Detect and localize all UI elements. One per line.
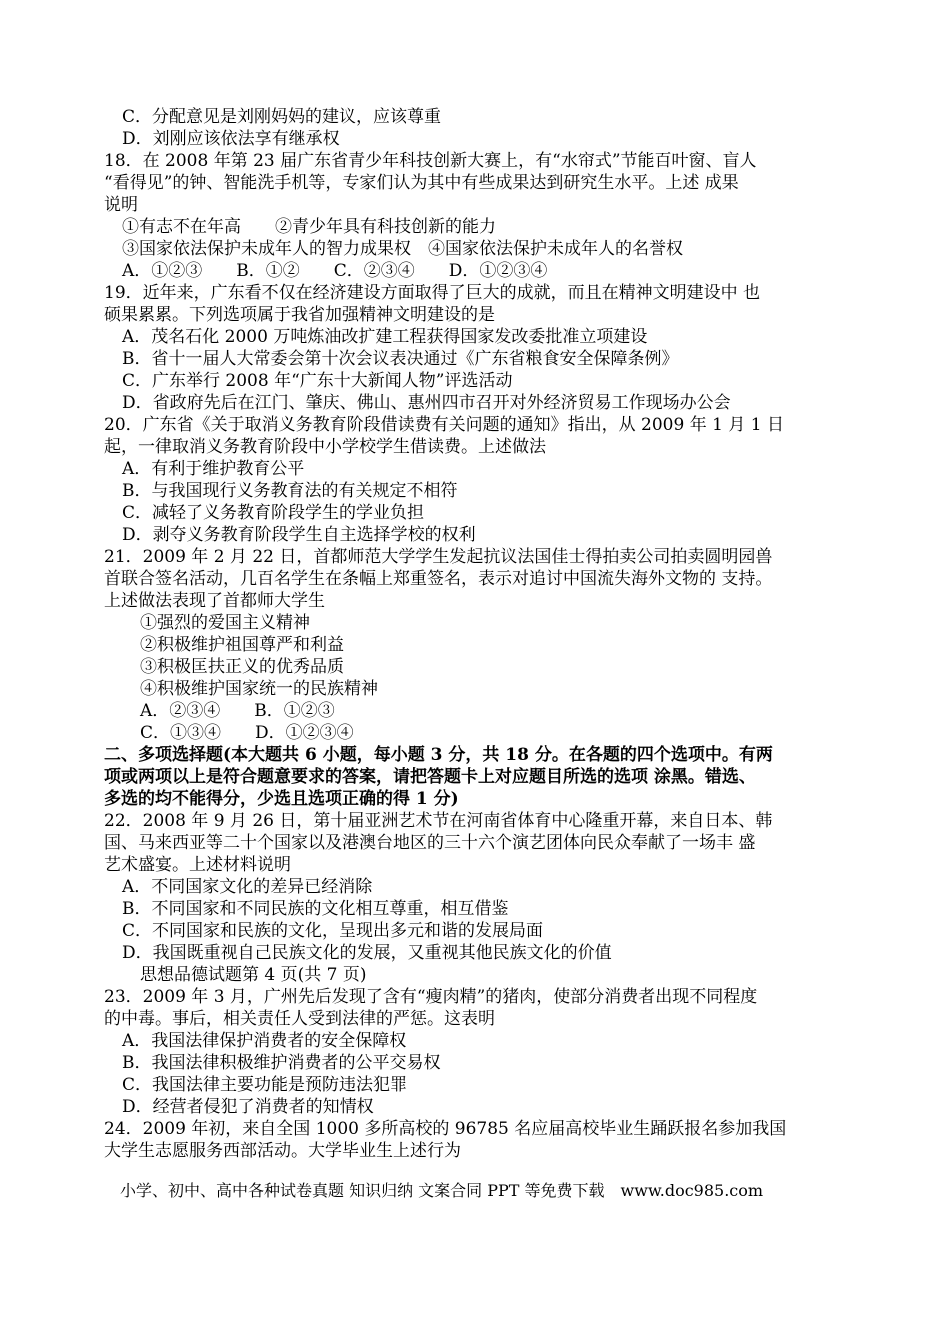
page-number: 思想品德试题第 4 页(共 7 页) [140,965,367,985]
option-23c: C．我国法律主要功能是预防违法犯罪 [122,1075,408,1095]
question-19-stem-1: 19．近年来，广东看不仅在经济建设方面取得了巨大的成就，而且在精神文明建设中 也 [104,283,761,303]
option-22c: C．不同国家和民族的文化，呈现出多元和谐的发展局面 [122,921,544,941]
option-17c: C．分配意见是刘刚妈妈的建议，应该尊重 [122,107,442,127]
option-19a: A．茂名石化 2000 万吨炼油改扩建工程获得国家发改委批准立项建设 [122,327,648,347]
option-20d: D．剥夺义务教育阶段学生自主选择学校的权利 [122,525,476,545]
question-23-stem-1: 23．2009 年 3 月，广州先后发现了含有“瘦肉精”的猪肉，使部分消费者出现不同程度 [104,987,758,1007]
question-24-stem-2: 大学生志愿服务西部活动。大学毕业生上述行为 [104,1141,461,1161]
section-2-heading-2: 项或两项以上是符合题意要求的答案，请把答题卡上对应题目所选的选项 涂黑。错选、 [104,767,756,787]
question-21-statement-4: ④积极维护国家统一的民族精神 [140,679,378,699]
option-22a: A．不同国家文化的差异已经消除 [122,877,373,897]
option-20c: C．减轻了义务教育阶段学生的学业负担 [122,503,425,523]
option-23b: B．我国法律积极维护消费者的公平交易权 [122,1053,441,1073]
question-21-options-2: C．①③④ D．①②③④ [140,723,354,743]
question-21-stem-2: 首联合签名活动，几百名学生在条幅上郑重签名，表示对追讨中国流失海外文物的 支持。 [104,569,773,589]
option-20a: A．有利于维护教育公平 [122,459,305,479]
question-22-stem-1: 22．2008 年 9 月 26 日，第十届亚洲艺术节在河南省体育中心隆重开幕，来自日本、韩 [104,811,773,831]
option-23a: A．我国法律保护消费者的安全保障权 [122,1031,407,1051]
section-2-heading-3: 多选的均不能得分，少选且选项正确的得 1 分) [104,789,459,809]
question-18-stem-3: 说明 [104,195,138,215]
question-18-stem-2: “看得见”的钟、智能洗手机等，专家们认为其中有些成果达到研究生水平。上述 成果 [104,173,739,193]
option-20b: B．与我国现行义务教育法的有关规定不相符 [122,481,458,501]
question-21-options-1: A．②③④ B．①②③ [140,701,335,721]
option-19b: B．省十一届人大常委会第十次会议表决通过《广东省粮食安全保障条例》 [122,349,679,369]
question-21-stem-1: 21．2009 年 2 月 22 日，首都师范大学学生发起抗议法国佳士得拍卖公司拍卖圆明园兽 [104,547,773,567]
option-19d: D．省政府先后在江门、肇庆、佛山、惠州四市召开对外经济贸易工作现场办公会 [122,393,731,413]
question-22-stem-3: 艺术盛宴。上述材料说明 [104,855,291,875]
question-21-statement-3: ③积极匡扶正义的优秀品质 [140,657,344,677]
question-24-stem-1: 24．2009 年初，来自全国 1000 多所高校的 96785 名应届高校毕业生踊跃报名参加我国 [104,1119,787,1139]
question-20-stem-2: 起，一律取消义务教育阶段中小学校学生借读费。上述做法 [104,437,546,457]
question-19-stem-2: 硕果累累。下列选项属于我省加强精神文明建设的是 [104,305,495,325]
question-18-stem-1: 18．在 2008 年第 23 届广东省青少年科技创新大赛上，有“水帘式”节能百叶窗、盲人 [104,151,757,171]
question-23-stem-2: 的中毒。事后，相关责任人受到法律的严惩。这表明 [104,1009,495,1029]
option-23d: D．经营者侵犯了消费者的知情权 [122,1097,374,1117]
footer-banner: 小学、初中、高中各种试卷真题 知识归纳 文案合同 PPT 等免费下载 www.doc985.com [120,1181,764,1200]
question-22-stem-2: 国、马来西亚等二十个国家以及港澳台地区的三十六个演艺团体向民众奉献了一场丰 盛 [104,833,756,853]
question-18-options: A．①②③ B．①② C．②③④ D．①②③④ [122,261,548,281]
question-18-statements-2: ③国家依法保护未成年人的智力成果权 ④国家依法保护未成年人的名誉权 [122,239,683,259]
question-21-stem-3: 上述做法表现了首都师大学生 [104,591,325,611]
question-21-statement-2: ②积极维护祖国尊严和利益 [140,635,344,655]
question-18-statements-1: ①有志不在年高 ②青少年具有科技创新的能力 [122,217,496,237]
option-19c: C．广东举行 2008 年“广东十大新闻人物”评选活动 [122,371,513,391]
question-21-statement-1: ①强烈的爱国主义精神 [140,613,310,633]
option-17d: D．刘刚应该依法享有继承权 [122,129,340,149]
option-22b: B．不同国家和不同民族的文化相互尊重，相互借鉴 [122,899,509,919]
option-22d: D．我国既重视自己民族文化的发展，又重视其他民族文化的价值 [122,943,612,963]
question-20-stem-1: 20．广东省《关于取消义务教育阶段借读费有关问题的通知》指出，从 2009 年 1 月 1 日 [104,415,784,435]
section-2-heading-1: 二、多项选择题(本大题共 6 小题，每小题 3 分，共 18 分。在各题的四个选项中。有两 [104,745,773,765]
